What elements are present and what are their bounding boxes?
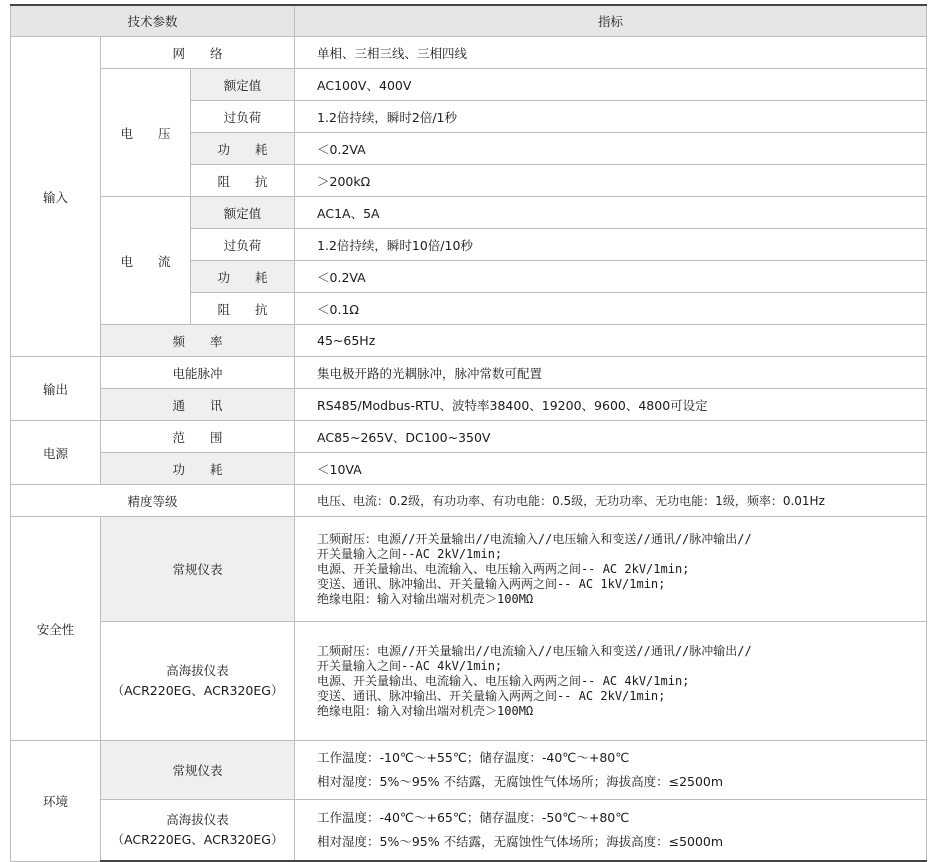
table-row xyxy=(11,622,927,741)
category-power: 电源 xyxy=(11,421,101,485)
param-comm: 通 讯 xyxy=(101,389,295,421)
table-row xyxy=(11,357,927,389)
value-current-rated: AC1A、5A xyxy=(295,197,927,229)
table-row xyxy=(11,325,927,357)
param-safety-high xyxy=(101,622,295,741)
table-row xyxy=(11,389,927,421)
header-spec: 指标 xyxy=(295,5,927,37)
value-line: 开关量输入之间--AC 2kV/1min; xyxy=(317,546,503,561)
value-line: 相对湿度：5%～95% 不结露，无腐蚀性气体场所；海拔高度：≤5000m xyxy=(317,834,724,849)
param-range: 范 围 xyxy=(101,421,295,453)
param-network: 网 络 xyxy=(101,37,295,69)
table-row xyxy=(11,69,927,101)
value-voltage-rated: AC100V、400V xyxy=(295,69,927,101)
value-line: 变送、通讯、脉冲输出、开关量输入两两之间-- AC 1kV/1min; xyxy=(317,576,666,591)
value-current-impedance: ＜0.1Ω xyxy=(295,293,927,325)
value-range: AC85~265V、DC100~350V xyxy=(295,421,927,453)
high-altitude-label: 高海拔仪表 xyxy=(166,663,229,678)
value-voltage-overload: 1.2倍持续，瞬时2倍/1秒 xyxy=(295,101,927,133)
value-safety-normal xyxy=(295,517,927,622)
param-voltage: 电 压 xyxy=(101,69,191,197)
param-voltage-rated: 额定值 xyxy=(191,69,295,101)
table-row xyxy=(11,517,927,622)
high-altitude-models: （ACR220EG、ACR320EG） xyxy=(111,683,284,698)
table-row xyxy=(11,421,927,453)
param-env-high xyxy=(101,800,295,862)
param-env-normal: 常规仪表 xyxy=(101,741,295,800)
category-environment: 环境 xyxy=(11,741,101,862)
value-comm: RS485/Modbus-RTU、波特率38400、19200、9600、4800可设定 xyxy=(295,389,927,421)
param-current-overload: 过负荷 xyxy=(191,229,295,261)
param-frequency: 频 率 xyxy=(101,325,295,357)
param-current-power: 功 耗 xyxy=(191,261,295,293)
table-row xyxy=(11,37,927,69)
spec-table-container xyxy=(10,4,926,862)
value-current-power: ＜0.2VA xyxy=(295,261,927,293)
value-line: 绝缘电阻：输入对输出端对机壳＞100MΩ xyxy=(317,591,534,606)
value-line: 工频耐压：电源//开关量输出//电流输入//电压输入和变送//通讯//脉冲输出// xyxy=(317,643,752,658)
param-pulse: 电能脉冲 xyxy=(101,357,295,389)
high-altitude-models: （ACR220EG、ACR320EG） xyxy=(111,832,284,847)
value-accuracy: 电压、电流：0.2级，有功功率、有功电能：0.5级，无功功率、无功电能：1级，频率：0.01Hz xyxy=(295,485,927,517)
table-row xyxy=(11,800,927,862)
value-line: 电源、开关量输出、电流输入、电压输入两两之间-- AC 2kV/1min; xyxy=(317,561,690,576)
param-voltage-power: 功 耗 xyxy=(191,133,295,165)
table-row xyxy=(11,741,927,800)
header-row xyxy=(11,5,927,37)
table-row xyxy=(11,485,927,517)
param-safety-normal: 常规仪表 xyxy=(101,517,295,622)
value-env-high xyxy=(295,800,927,862)
value-safety-high xyxy=(295,622,927,741)
value-line: 电源、开关量输出、电流输入、电压输入两两之间-- AC 4kV/1min; xyxy=(317,673,690,688)
value-line: 工作温度：-40℃～+65℃；储存温度：-50℃～+80℃ xyxy=(317,810,630,825)
category-accuracy: 精度等级 xyxy=(11,485,295,517)
param-voltage-overload: 过负荷 xyxy=(191,101,295,133)
param-current: 电 流 xyxy=(101,197,191,325)
value-line: 相对湿度：5%～95% 不结露，无腐蚀性气体场所；海拔高度：≤2500m xyxy=(317,774,724,789)
value-line: 工作温度：-10℃～+55℃；储存温度：-40℃～+80℃ xyxy=(317,750,630,765)
param-voltage-impedance: 阻 抗 xyxy=(191,165,295,197)
table-row xyxy=(11,453,927,485)
value-line: 绝缘电阻：输入对输出端对机壳＞100MΩ xyxy=(317,703,534,718)
value-network: 单相、三相三线、三相四线 xyxy=(295,37,927,69)
param-current-rated: 额定值 xyxy=(191,197,295,229)
value-env-normal xyxy=(295,741,927,800)
category-input: 输入 xyxy=(11,37,101,357)
value-pulse: 集电极开路的光耦脉冲，脉冲常数可配置 xyxy=(295,357,927,389)
param-current-impedance: 阻 抗 xyxy=(191,293,295,325)
header-param: 技术参数 xyxy=(11,5,295,37)
category-safety: 安全性 xyxy=(11,517,101,741)
high-altitude-label: 高海拔仪表 xyxy=(166,812,229,827)
value-current-overload: 1.2倍持续，瞬时10倍/10秒 xyxy=(295,229,927,261)
param-power-consumption: 功 耗 xyxy=(101,453,295,485)
value-voltage-impedance: ＞200kΩ xyxy=(295,165,927,197)
value-line: 变送、通讯、脉冲输出、开关量输入两两之间-- AC 2kV/1min; xyxy=(317,688,666,703)
spec-table xyxy=(10,4,927,862)
value-voltage-power: ＜0.2VA xyxy=(295,133,927,165)
category-output: 输出 xyxy=(11,357,101,421)
value-frequency: 45~65Hz xyxy=(295,325,927,357)
value-line: 工频耐压：电源//开关量输出//电流输入//电压输入和变送//通讯//脉冲输出// xyxy=(317,531,752,546)
value-line: 开关量输入之间--AC 4kV/1min; xyxy=(317,658,503,673)
table-row xyxy=(11,197,927,229)
value-power-consumption: ＜10VA xyxy=(295,453,927,485)
